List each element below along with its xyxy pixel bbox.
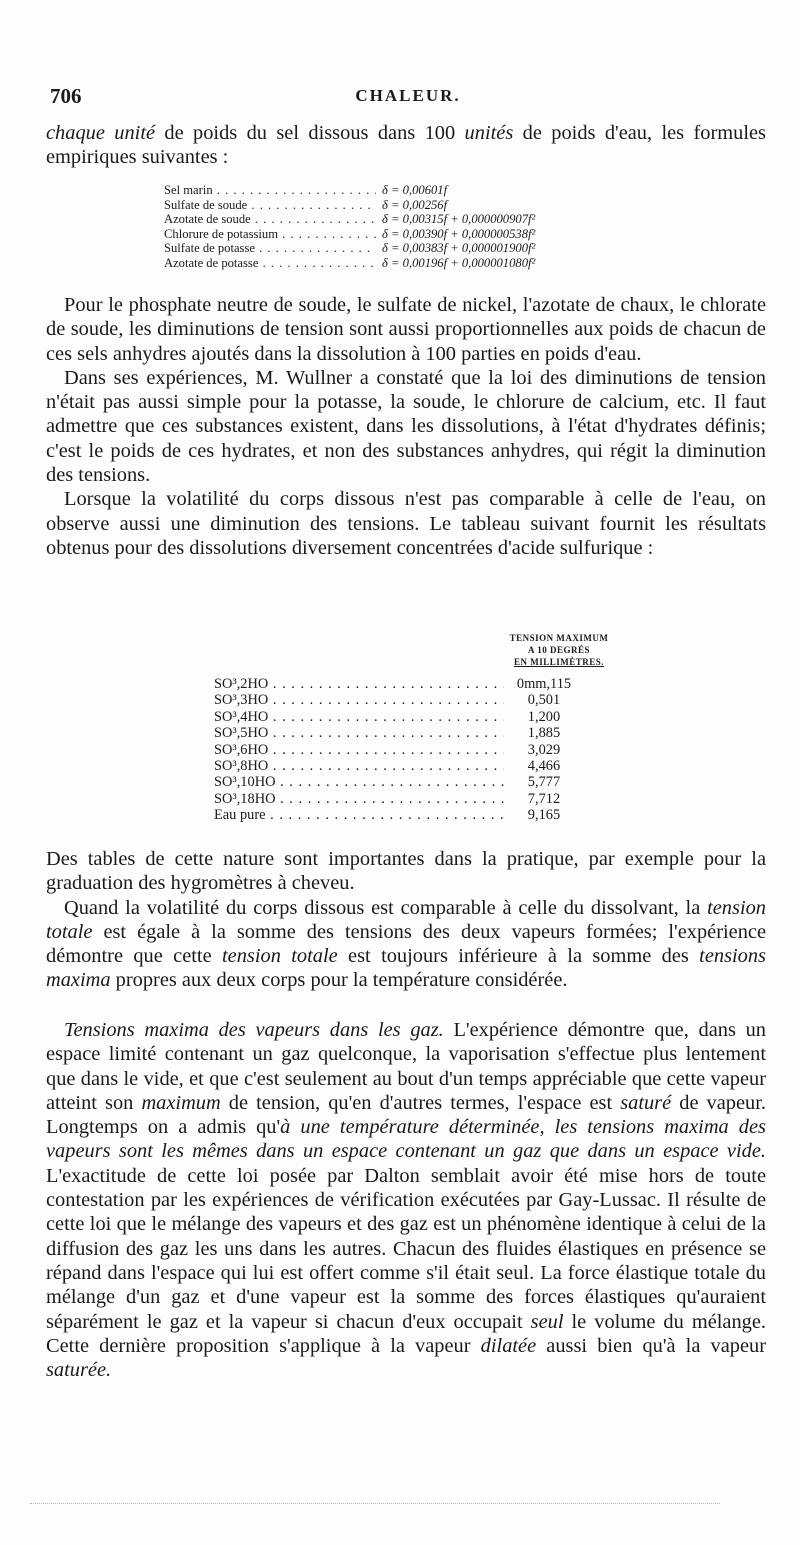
salt-label: Azotate de soude . . . <box>164 212 376 227</box>
emphasis: saturée. <box>46 1359 112 1382</box>
table-row <box>214 725 614 741</box>
text-span: de vapeur. Longtemps on a admis qu' <box>46 1091 767 1139</box>
compound-label: SO³,2HO . . . <box>214 676 504 692</box>
salt-label: Sulfate de potasse . . . <box>164 241 376 256</box>
formula-row <box>164 183 644 198</box>
compound-label: SO³,3HO . . . <box>214 692 504 708</box>
tension-rows <box>214 676 614 824</box>
formula-row <box>164 198 644 213</box>
paragraph-tables: Des tables de cette nature sont importantes dans la pratique, par exemple pour la graduation des hygromètres à cheveu. <box>46 848 766 895</box>
formula-row <box>164 212 644 227</box>
text-span: aussi bien qu'à la vapeur <box>536 1334 766 1357</box>
paragraph-gases <box>46 1018 766 1382</box>
emphasis: seul <box>530 1310 564 1333</box>
intro-text-1: de poids du sel dissous dans 100 <box>155 122 465 144</box>
text-span: Quand la volatilité du corps dissous est comparable à celle du dissolvant, la <box>64 896 708 919</box>
header-line-1: TENSION MAXIMUM <box>509 633 609 643</box>
paragraph-wullner: Dans ses expériences, M. Wullner a constaté que la loi des diminutions de tension n'était pas aussi simple pour la potasse, la soude, le chlorure de calcium, etc. Il faut admettre que ces substances existent, dans les dissolutions, à l'état d'hydrates définis; c'est le poids de ces hydrates, et non des substances anhydres, qui régit la diminution des tensions. <box>46 366 766 487</box>
table-row <box>214 791 614 807</box>
formula-row <box>164 241 644 256</box>
table-row <box>214 807 614 823</box>
emphasis: saturé <box>620 1091 672 1114</box>
tension-value: 0,501 <box>527 692 561 709</box>
formula-row <box>164 227 644 242</box>
text-span: de tension, qu'en d'autres termes, l'espace est <box>220 1091 621 1114</box>
emphasis: tension totale <box>222 945 338 968</box>
intro-text-2: de poids d'eau, les formules empiriques suivantes : <box>46 122 766 169</box>
table-row <box>214 774 614 790</box>
table-row <box>214 758 614 774</box>
emphasis: dilatée <box>480 1334 537 1357</box>
text-span: L'expérience démontre que, dans un espace limité contenant un gaz quelconque, la vaporisation s'effectue plus lentement que dans le vide, et que c'est seulement au bout d'un temps appréciable que cette vapeur atteint son <box>46 1019 766 1114</box>
table-row <box>214 676 614 692</box>
emphasis: à une température déterminée, les tensions maxima des vapeurs sont les mêmes dans un espace contenant un gaz que dans un espace vide. <box>46 1116 766 1163</box>
text-block-2 <box>46 293 766 560</box>
emphasis: tensions maxima <box>46 945 766 992</box>
salt-label: Sel marin . . . <box>164 183 376 198</box>
table-row <box>214 692 614 708</box>
text-span: est toujours inférieure à la somme des <box>337 945 700 968</box>
table-row <box>214 709 614 725</box>
section-heading: Tensions maxima des vapeurs dans les gaz. <box>64 1019 444 1041</box>
header-line-2: A 10 DEGRÉS <box>527 645 590 655</box>
paragraph-total-tension <box>46 896 766 993</box>
text-span: propres aux deux corps pour la température considérée. <box>110 969 568 992</box>
salt-formula-table <box>164 183 644 271</box>
salt-label: Sulfate de soude . . . <box>164 198 376 213</box>
compound-label: SO³,4HO . . . <box>214 709 504 725</box>
footer-rule <box>30 1503 720 1504</box>
text-span: est égale à la somme des tensions des deux vapeurs formées; l'expérience démontre que cette <box>46 920 766 968</box>
paragraph-intro <box>46 121 766 170</box>
tension-value: 0mm,115 <box>516 676 572 692</box>
tension-value: 9,165 <box>527 807 561 824</box>
tension-value: 4,466 <box>527 758 561 775</box>
formula-row <box>164 256 644 271</box>
salt-label: Chlorure de potassium . . . <box>164 227 376 242</box>
paragraph-phosphate: Pour le phosphate neutre de soude, le sulfate de nickel, l'azotate de chaux, le chlorate de soude, les diminutions de tension sont aussi proportionnelles aux poids de chacun de ces sels anhydres ajoutés dans la dissolution à 100 parties en poids d'eau. <box>46 294 766 365</box>
compound-label: SO³,18HO . . . <box>214 791 504 807</box>
salt-label: Azotate de potasse . . . <box>164 256 376 271</box>
page-header <box>50 84 766 114</box>
text-block-4 <box>46 1018 766 1382</box>
text-span: L'exactitude de cette loi posée par Dalton semblait avoir été mise hors de toute contestation par les expériences de vérification exécutées par Gay-Lussac. Il résulte de cette loi que le mélange des vapeurs et des gaz est un phénomène identique à celui de la diffusion des gaz les uns dans les autres. Chacun des fluides élastiques en présence se répand dans l'espace qui lui est offert comme s'il était seul. La force élastique totale du mélange d'un gaz et d'une vapeur est la somme des forces élastiques qu'auraient séparément le gaz et la vapeur si chacun d'eux occupait <box>46 1164 766 1333</box>
page-number: 706 <box>50 84 82 108</box>
salt-formula: δ = 0,00383f + 0,000001900f² <box>382 241 536 256</box>
tension-column-header <box>504 632 614 668</box>
salt-formula: δ = 0,00315f + 0,000000907f² <box>382 212 536 227</box>
tension-value: 5,777 <box>527 774 561 791</box>
tension-value: 1,200 <box>527 708 561 725</box>
running-title: CHALEUR. <box>355 86 461 105</box>
compound-label: SO³,6HO . . . <box>214 742 504 758</box>
salt-formula: δ = 0,00601f <box>382 183 448 197</box>
salt-formula: δ = 0,00390f + 0,000000538f² <box>382 226 536 241</box>
table-row <box>214 742 614 758</box>
compound-label: SO³,10HO . . . <box>214 774 504 790</box>
intro-emphasis-2: unités <box>464 122 514 144</box>
tension-value: 3,029 <box>527 741 561 758</box>
tension-value: 7,712 <box>527 790 561 807</box>
compound-label: SO³,8HO . . . <box>214 758 504 774</box>
emphasis: tension totale <box>46 896 766 943</box>
intro-emphasis: chaque unité <box>46 122 156 144</box>
emphasis: maximum <box>141 1091 221 1114</box>
text-block-3 <box>46 847 766 993</box>
compound-label: SO³,5HO . . . <box>214 725 504 741</box>
text-span: le volume du mélange. Cette dernière proposition s'applique à la vapeur <box>46 1310 766 1357</box>
paragraph-volatility: Lorsque la volatilité du corps dissous n'est pas comparable à celle de l'eau, on observe aussi une diminution des tensions. Le tableau suivant fournit les résultats obtenus pour des dissolutions diversement concentrées d'acide sulfurique : <box>46 488 766 559</box>
salt-formula: δ = 0,00256f <box>382 197 448 212</box>
header-line-3: EN MILLIMÈTRES. <box>513 657 605 667</box>
compound-label: Eau pure . . . <box>214 807 504 823</box>
salt-formula: δ = 0,00196f + 0,000001080f² <box>382 255 536 270</box>
tension-value: 1,885 <box>527 725 561 742</box>
